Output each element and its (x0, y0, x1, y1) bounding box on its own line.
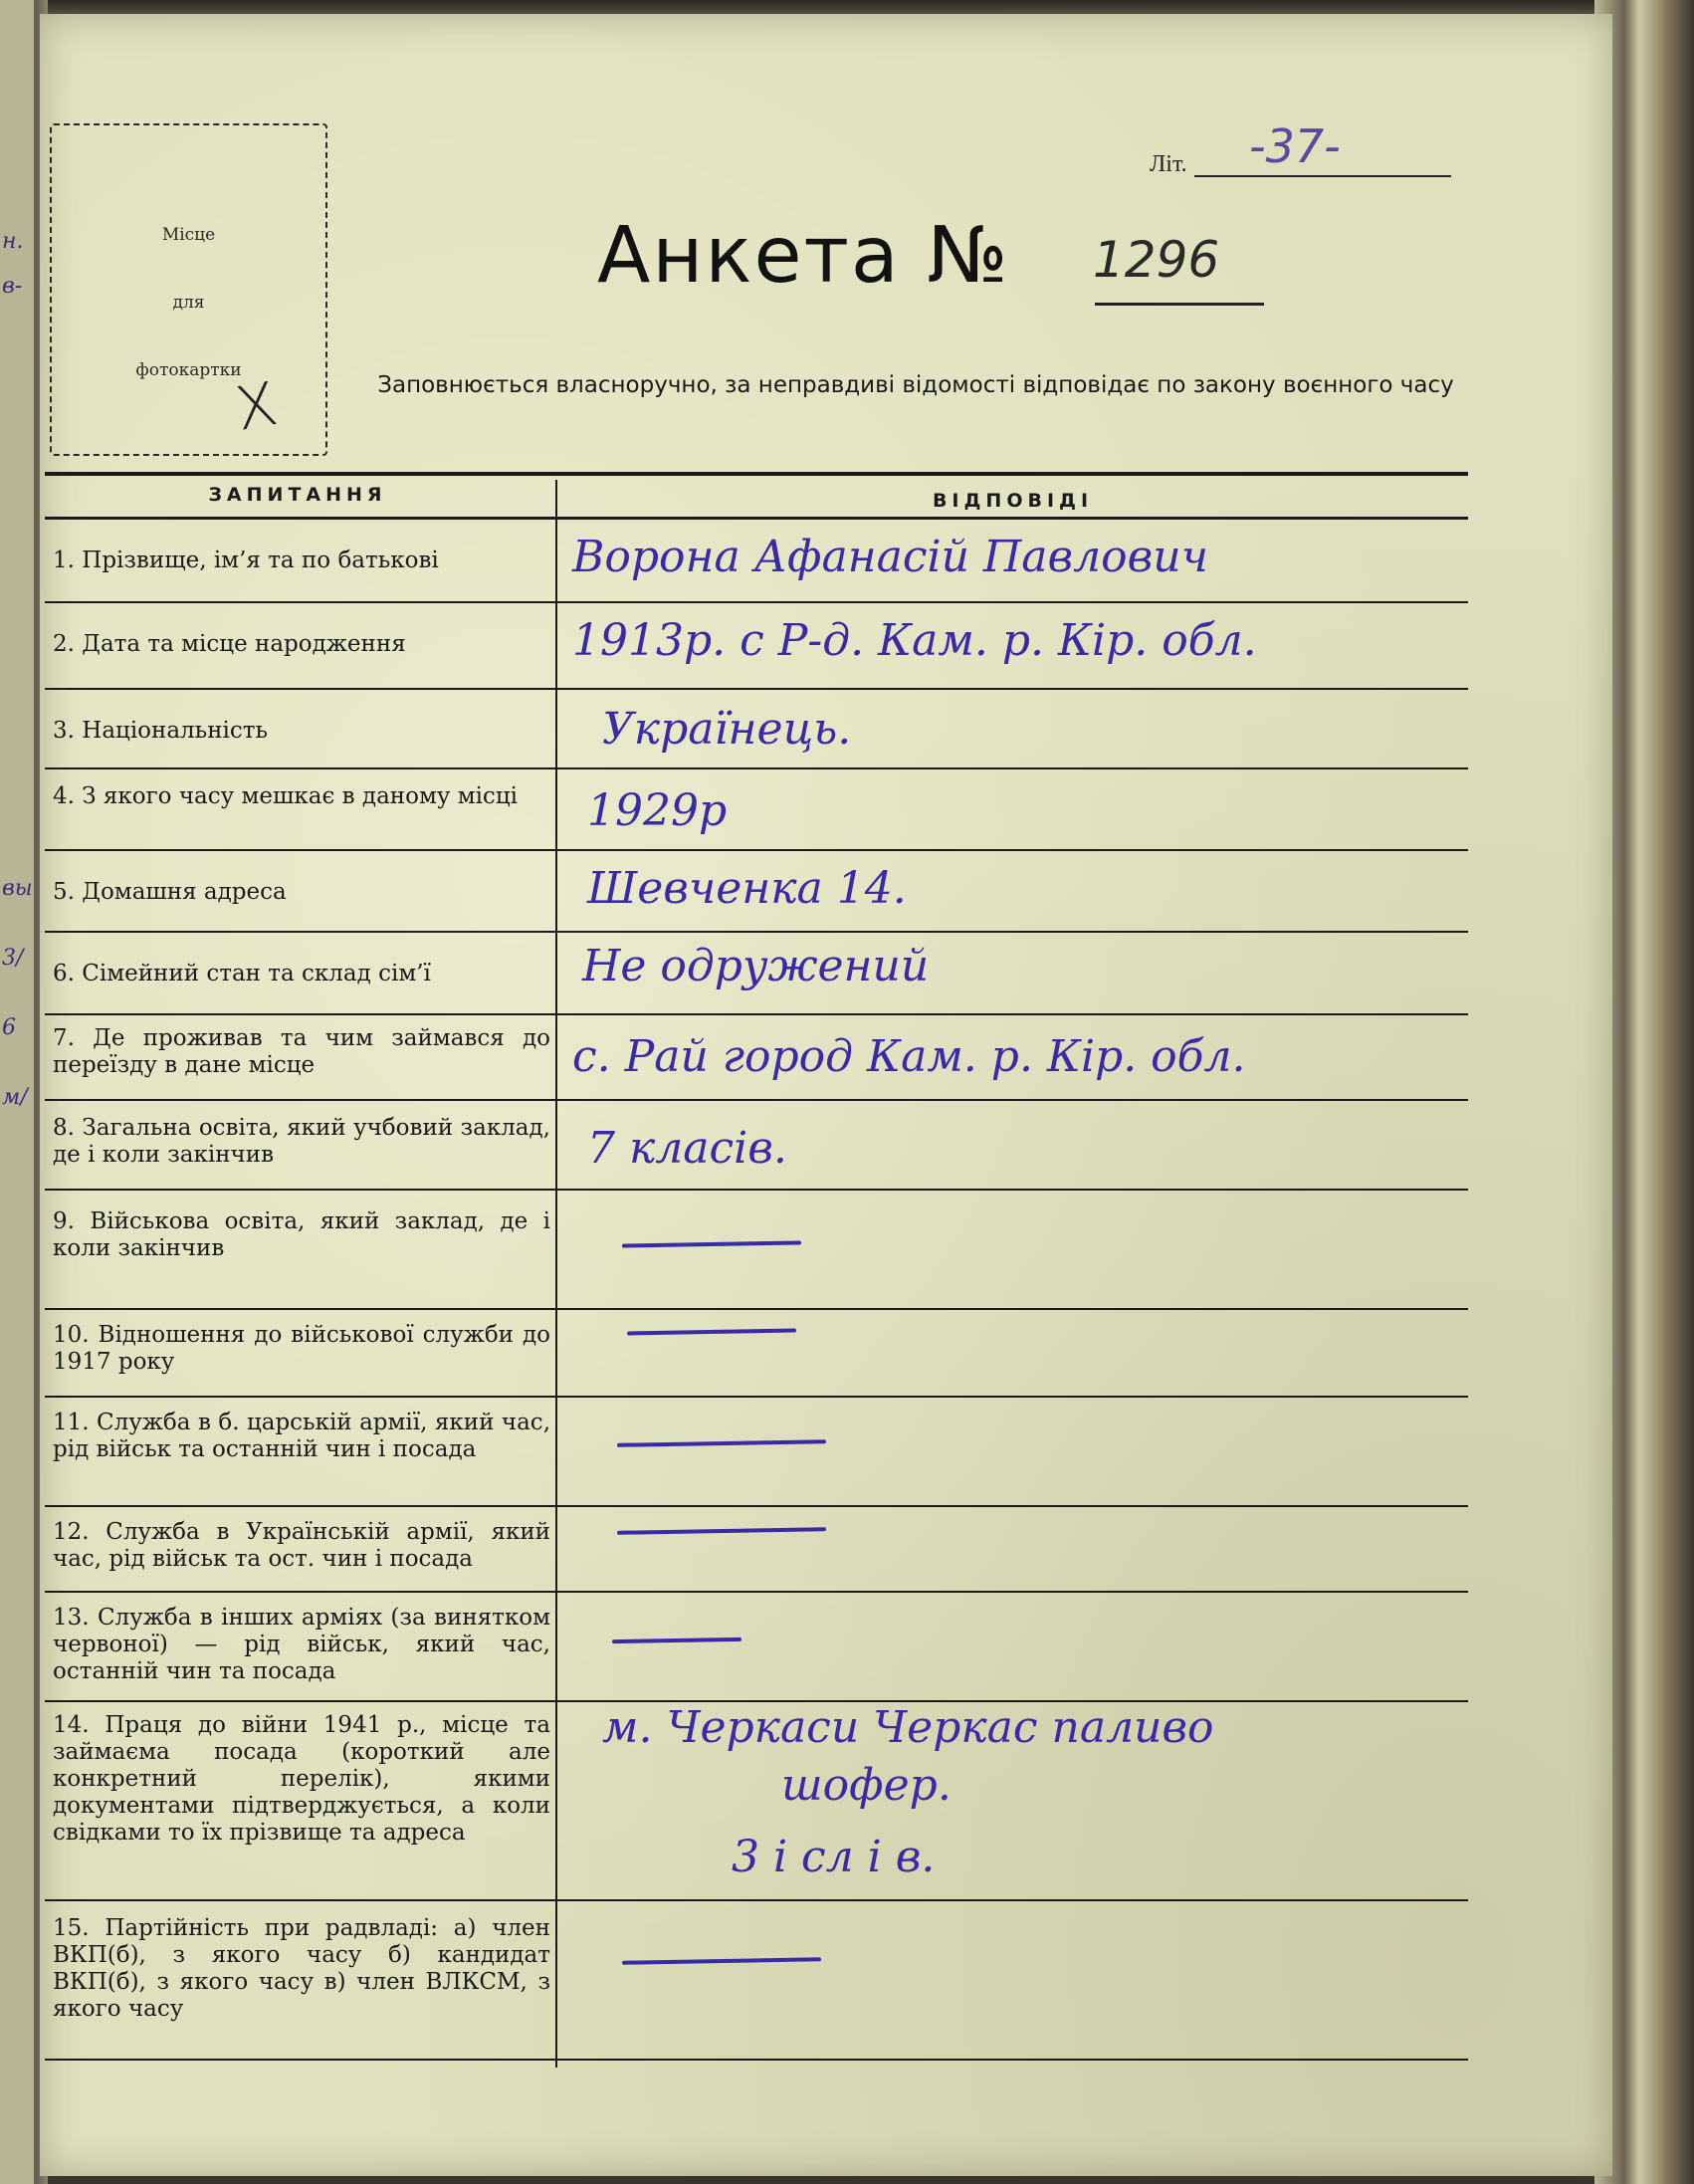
table-row (45, 933, 1468, 1015)
answer-text: Українець. (602, 704, 852, 755)
question-text: 8. Загальна освіта, який учбовий заклад, де і коли закінчив (53, 1115, 550, 1168)
table-row (45, 769, 1468, 851)
table-row (45, 1310, 1468, 1398)
table-row (45, 1702, 1468, 1901)
table-header-rule (45, 517, 1468, 520)
question-text: 10. Відношення до військової служби до 1917 року (53, 1322, 550, 1375)
previous-page-fragment (0, 0, 34, 2184)
question-text: 4. З якого часу мешкає в даному місці (53, 783, 518, 809)
handwritten-x-mark: X (230, 368, 283, 446)
questionnaire-page (40, 14, 1612, 2176)
answer-text: 1929р (587, 785, 728, 836)
answer-dash (622, 1240, 801, 1247)
answer-dash (622, 1957, 821, 1964)
table-row (45, 1593, 1468, 1702)
answer-text: Не одружений (582, 941, 930, 991)
table-row (45, 603, 1468, 690)
table-row (45, 524, 1468, 603)
margin-fragment: 6 (2, 1015, 16, 1040)
answer-text-line3: 3 і сл і в. (732, 1832, 936, 1882)
form-instructions: Заповнюється власноручно, за неправдиві відомості відповідає по закону воєнного часу (377, 372, 1454, 398)
table-row (45, 1901, 1468, 2061)
photo-label-line: фотокартки (135, 360, 242, 380)
question-text: 2. Дата та місце народження (53, 631, 406, 657)
table-row (45, 690, 1468, 769)
form-number-underline (1095, 303, 1264, 306)
answer-text: м. Черкаси Черкас паливо (602, 1702, 1214, 1753)
row-divider (45, 2059, 1468, 2061)
answer-text: Ворона Афанасій Павлович (572, 532, 1208, 582)
question-text: 6. Сімейний стан та склад сім’ї (53, 961, 431, 986)
sheet-number: -37- (1249, 119, 1341, 173)
column-header-answers: ВІДПОВІДІ (932, 490, 1094, 512)
margin-fragment: м/ (2, 1085, 28, 1110)
table-row (45, 1101, 1468, 1191)
margin-fragment: 3/ (2, 946, 24, 971)
table-row (45, 1507, 1468, 1593)
answer-text: Шевченка 14. (587, 863, 907, 914)
question-text: 11. Служба в б. царській армії, який час, рід військ та останній чин і посада (53, 1410, 550, 1462)
table-top-rule (45, 472, 1468, 476)
photo-label-line: Місце (161, 225, 216, 245)
question-text: 12. Служба в Українській армії, який час, рід військ та ост. чин і посада (53, 1519, 550, 1572)
question-text: 3. Національність (53, 718, 269, 744)
table-row (45, 851, 1468, 933)
answer-dash (627, 1329, 796, 1336)
table-row (45, 1191, 1468, 1310)
question-text: 14. Праця до війни 1941 р., місце та займаєма посада (короткий але конкретний перелік), якими документами підтверджується, а коли свідками то їх прізвище та адреса (53, 1712, 550, 1846)
question-text: 15. Партійність при радвладі: а) член ВКП(б), з якого часу б) кандидат ВКП(б), з якого часу в) член ВЛКСМ, з якого часу (53, 1915, 550, 2022)
table-row (45, 1398, 1468, 1507)
answer-dash (612, 1638, 741, 1643)
answer-text: 7 класів. (587, 1123, 787, 1174)
answer-text: с. Рай город Кам. р. Кір. обл. (572, 1031, 1246, 1082)
margin-fragment: н. (2, 229, 24, 254)
form-number: 1296 (1093, 231, 1220, 289)
photo-label-line: для (172, 293, 205, 313)
form-title: Анкета № (597, 211, 1010, 301)
sheet-label: Літ. (1150, 151, 1187, 177)
answer-dash (617, 1527, 826, 1535)
answer-text: 1913р. с Р-д. Кам. р. Кір. обл. (572, 615, 1257, 666)
margin-fragment: вы (2, 876, 33, 901)
answer-text-line2: шофер. (781, 1760, 952, 1811)
question-text: 13. Служба в інших арміях (за винятком червоної) — рід військ, який час, останній чин та посада (53, 1605, 550, 1684)
margin-fragment: в- (2, 274, 23, 299)
question-text: 9. Військова освіта, який заклад, де і коли закінчив (53, 1208, 550, 1261)
table-row (45, 1015, 1468, 1101)
question-text: 1. Прізвище, ім’я та по батькові (53, 547, 439, 573)
question-text: 7. Де проживав та чим займався до переїзду в дане місце (53, 1025, 550, 1078)
photo-placeholder (50, 123, 327, 456)
column-header-questions: ЗАПИТАННЯ (208, 484, 387, 506)
sheet-number-line (1194, 175, 1451, 177)
question-text: 5. Домашня адреса (53, 879, 287, 905)
answer-dash (617, 1439, 826, 1447)
